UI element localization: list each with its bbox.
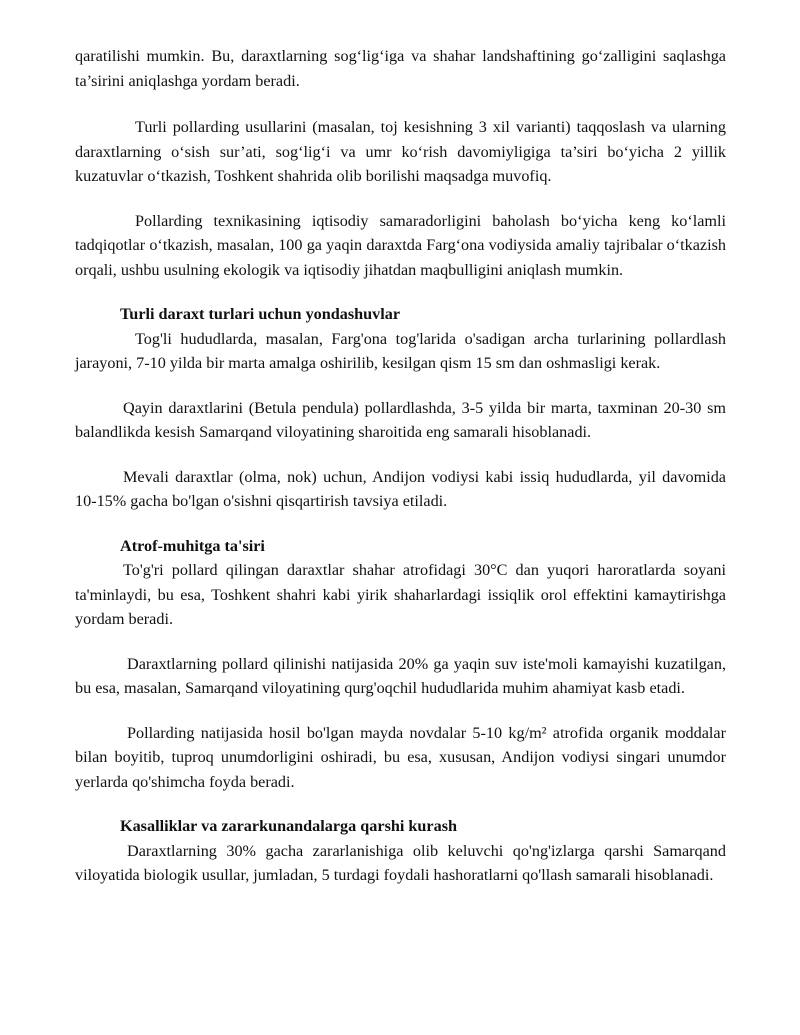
- paragraph-economic-efficiency: Pollarding texnikasining iqtisodiy samaradorligini baholash bo‘yicha keng ko‘lamli tadqiqotlar o‘tkazish, masalan, 100 ga yaqin daraxtda Farg‘ona vodiysida amaliy tajribalar o‘tkazish orqali, ushbu usulning ekologik va iqtisodiy jihatdan maqbulligini aniqlash mumkin.: [75, 211, 726, 279]
- section-heading-pests: Kasalliklar va zararkunandalarga qarshi kurash: [120, 817, 458, 835]
- document-page: [75, 44, 726, 888]
- paragraph-intro-continuation: qaratilishi mumkin. Bu, daraxtlarning sog‘lig‘iga va shahar landshaftining go‘zalligini saqlashga ta’sirini aniqlashga yordam beradi.: [75, 47, 726, 90]
- section-heading-tree-species: Turli daraxt turlari uchun yondashuvlar: [120, 305, 401, 323]
- paragraph-fruit-trees: Mevali daraxtlar (olma, nok) uchun, Andijon vodiysi kabi issiq hududlarda, yil davomida 10-15% gacha bo'lgan o'sishni qisqartirish tavsiya etiladi.: [75, 467, 726, 510]
- section-heading-environment: Atrof-muhitga ta'siri: [120, 536, 265, 555]
- paragraph-water-use: Daraxtlarning pollard qilinishi natijasida 20% ga yaqin suv iste'moli kamayishi kuzatilgan, bu esa, masalan, Samarqand viloyatining qurg'oqchil hududlarida muhim ahamiyat kasb etadi.: [75, 654, 726, 697]
- paragraph-juniper: Tog'li hududlarda, masalan, Farg'ona tog'larida o'sadigan archa turlarining pollardlash jarayoni, 7-10 yilda bir marta amalga oshirilib, kesilgan qism 15 sm dan oshmasligi kerak.: [75, 329, 726, 372]
- paragraph-biological-control: Daraxtlarning 30% gacha zararlanishiga olib keluvchi qo'ng'izlarga qarshi Samarqand viloyatida biologik usullar, jumladan, 5 turdagi foydali hashoratlarni qo'llash samarali hisoblanadi.: [75, 841, 726, 884]
- paragraph-birch: Qayin daraxtlarini (Betula pendula) pollardlashda, 3-5 yilda bir marta, taxminan 20-30 sm balandlikda kesish Samarqand viloyatining sharoitida eng samarali hisoblanadi.: [75, 398, 726, 441]
- paragraph-pollarding-methods: Turli pollarding usullarini (masalan, toj kesishning 3 xil varianti) taqqoslash va ularning daraxtlarning o‘sish sur’ati, sog‘lig‘i va umr ko‘rish davomiyligiga ta’siri bo‘yicha 2 yillik kuzatuvlar o‘tkazish, Toshkent shahrida olib borilishi maqsadga muvofiq.: [75, 118, 726, 185]
- paragraph-shade: To'g'ri pollard qilingan daraxtlar shahar atrofidagi 30°C dan yuqori haroratlarda soyani ta'minlaydi, bu esa, Toshkent shahri kabi yirik shaharlardagi issiqlik orol effektini kamaytirishga yordam beradi.: [75, 561, 726, 628]
- paragraph-soil-fertility: Pollarding natijasida hosil bo'lgan mayda novdalar 5-10 kg/m² atrofida organik moddalar bilan boyitib, tuproq unumdorligini oshiradi, bu esa, xususan, Andijon vodiysi singari unumdor yerlarda qo'shimcha foyda beradi.: [75, 723, 726, 791]
